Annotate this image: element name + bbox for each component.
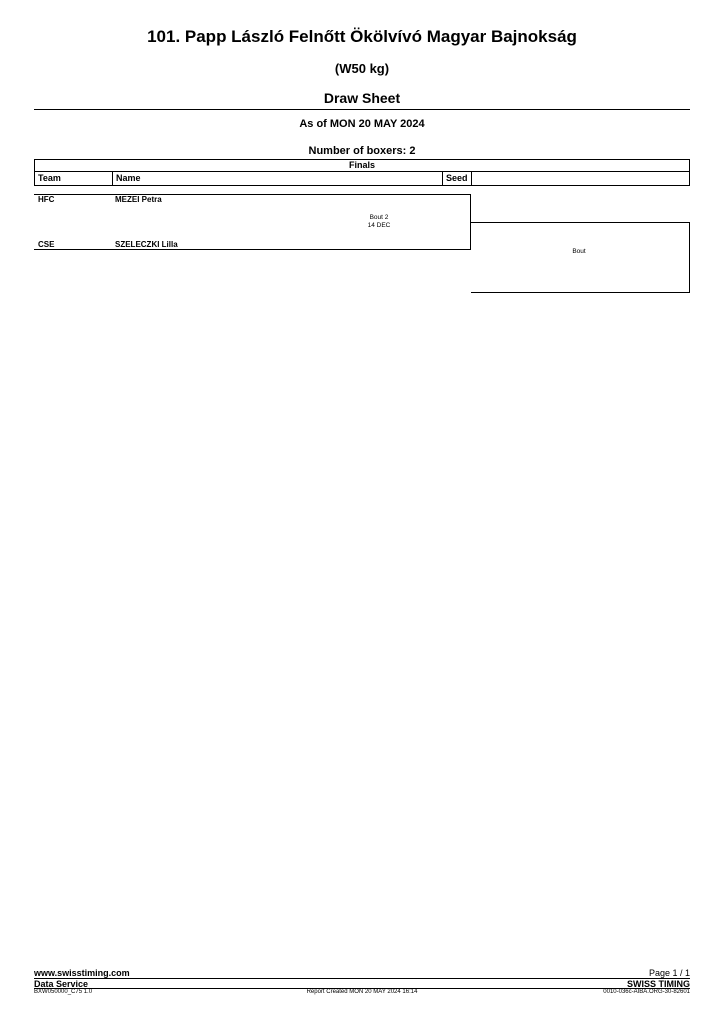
- column-divider: [471, 172, 472, 185]
- table-header: [34, 171, 690, 186]
- header-divider: [34, 109, 690, 110]
- entry-team: CSE: [38, 240, 55, 249]
- footer-page: Page 1 / 1: [648, 968, 690, 978]
- final-bracket-line: [471, 222, 690, 223]
- footer-divider: [34, 978, 690, 979]
- page-title: 101. Papp László Felnőtt Ökölvívó Magyar Bajnokság: [147, 27, 577, 46]
- round-label: Finals: [34, 159, 690, 172]
- bout-date: 14 DEC: [367, 222, 391, 229]
- bout-label: Bout 2: [369, 214, 389, 221]
- bracket-line: [34, 194, 471, 195]
- footer-service: Data Service: [34, 979, 89, 989]
- final-bracket-line: [471, 292, 690, 293]
- as-of-date: As of MON 20 MAY 2024: [299, 118, 425, 130]
- footer-reference: 0010-036c-AIBA.ORG-30-82601: [603, 989, 690, 995]
- footer-doc-code: BXW050000_C75 1.0: [34, 989, 93, 995]
- entry-name: SZELECZKI Lilla: [115, 240, 178, 249]
- entry-name: MEZEI Petra: [115, 195, 162, 204]
- entry-team: HFC: [38, 195, 55, 204]
- column-seed: Seed: [446, 173, 468, 183]
- bracket-line: [34, 249, 471, 250]
- footer-website: www.swisstiming.com: [34, 968, 130, 978]
- column-name: Name: [116, 173, 141, 183]
- footer-brand: SWISS TIMING: [627, 979, 690, 989]
- sheet-title: Draw Sheet: [323, 90, 401, 106]
- boxer-count: Number of boxers: 2: [308, 145, 416, 157]
- weight-category: (W50 kg): [334, 61, 390, 76]
- final-bracket-connector: [689, 222, 690, 293]
- column-team: Team: [38, 173, 61, 183]
- footer-report-created: Report Created MON 20 MAY 2024 16:14: [306, 989, 418, 995]
- final-bout-label: Bout: [572, 248, 586, 255]
